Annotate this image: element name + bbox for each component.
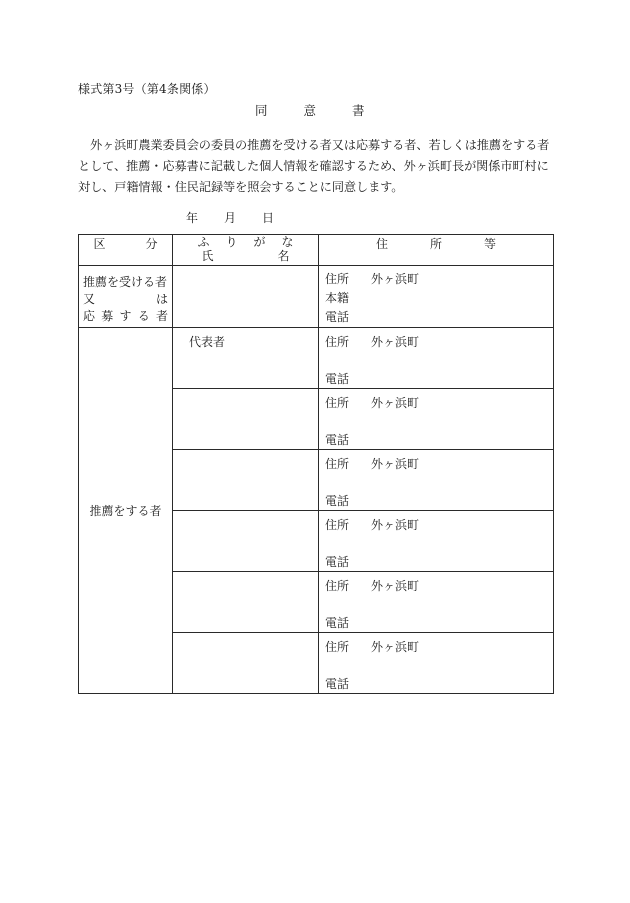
tel-label: 電話 [325,494,350,508]
recommender-row [79,328,554,389]
date-line [186,209,274,226]
title-char: 書 [352,103,365,118]
header-address-char: 所 [429,237,442,251]
nominee-label-line3 [83,308,168,325]
nominee-name-field[interactable] [173,266,319,328]
tel-label: 電話 [325,433,350,447]
nominee-label-char: す [119,309,132,323]
title-char: 意 [303,103,317,118]
address-label: 住所 [325,579,350,593]
address-town: 外ヶ浜町 [371,640,420,654]
consent-statement: 外ヶ浜町農業委員会の委員の推薦を受ける者又は応募する者、若しくは推薦をする者として、推薦・応募書に記載した個人情報を確認するため、外ヶ浜町長が関係市町村に対し、戸籍情報・住民記録等を照会することに同意します。 [78,138,550,194]
header-shimei [201,249,289,263]
title-char: 同 [255,103,268,118]
recommender-name-field[interactable] [173,633,319,694]
nominee-tel-label: 電話 [325,310,350,324]
document-title [255,101,365,119]
header-kubun-char: 分 [145,237,158,251]
header-name [173,235,319,266]
header-address [319,235,554,266]
nominee-label-char: る [137,309,150,323]
nominee-address-field[interactable] [319,266,554,328]
date-month-label: 月 [224,211,237,225]
recommender-address-field[interactable] [319,450,554,511]
nominee-address-town: 外ヶ浜町 [371,272,420,286]
consent-table [78,234,554,694]
recommender-label: 推薦をする者 [89,504,162,518]
recommender-address-field[interactable] [319,633,554,694]
nominee-address-label: 住所 [325,272,350,286]
tel-label: 電話 [325,677,350,691]
furigana-char: が [253,235,266,249]
address-label: 住所 [325,640,350,654]
nominee-label-line2 [83,291,168,308]
header-kubun [79,235,173,266]
shimei-char: 名 [277,249,290,263]
nominee-label-char: 者 [155,309,168,323]
recommender-name-field[interactable] [173,572,319,633]
nominee-row [79,266,554,328]
recommender-label-cell [79,328,173,694]
recommender-address-field[interactable] [319,511,554,572]
header-kubun-char: 区 [93,237,106,251]
tel-label: 電話 [325,616,350,630]
recommender-address-field[interactable] [319,389,554,450]
nominee-label-line1: 推薦を受ける者 [83,275,168,289]
nominee-label-char: 又 [83,292,96,306]
recommender-name-field[interactable] [173,450,319,511]
address-town: 外ヶ浜町 [371,396,420,410]
furigana-char: ふ [197,235,210,249]
header-furigana [197,235,293,249]
nominee-honseki-label: 本籍 [325,291,350,305]
header-address-char: 等 [484,237,497,251]
address-town: 外ヶ浜町 [371,518,420,532]
nominee-label-cell [79,266,173,328]
address-town: 外ヶ浜町 [371,335,420,349]
address-label: 住所 [325,457,350,471]
tel-label: 電話 [325,372,350,386]
recommender-name-field[interactable] [173,389,319,450]
date-year-label: 年 [186,211,199,225]
address-label: 住所 [325,335,350,349]
nominee-label-char: は [155,292,168,306]
representative-label: 代表者 [189,335,226,349]
form-number: 様式第3号（第4条関係） [78,82,216,96]
furigana-char: り [225,235,238,249]
recommender-name-field[interactable] [173,328,319,389]
shimei-char: 氏 [201,249,214,263]
address-town: 外ヶ浜町 [371,457,420,471]
nominee-label-char: 応 [83,309,96,323]
header-address-char: 住 [375,237,388,251]
address-label: 住所 [325,396,350,410]
tel-label: 電話 [325,555,350,569]
date-day-label: 日 [262,211,275,225]
furigana-char: な [281,235,294,249]
recommender-name-field[interactable] [173,511,319,572]
address-label: 住所 [325,518,350,532]
nominee-label-char: 募 [101,309,114,323]
address-town: 外ヶ浜町 [371,579,420,593]
recommender-address-field[interactable] [319,328,554,389]
recommender-address-field[interactable] [319,572,554,633]
table-header-row [79,235,554,266]
